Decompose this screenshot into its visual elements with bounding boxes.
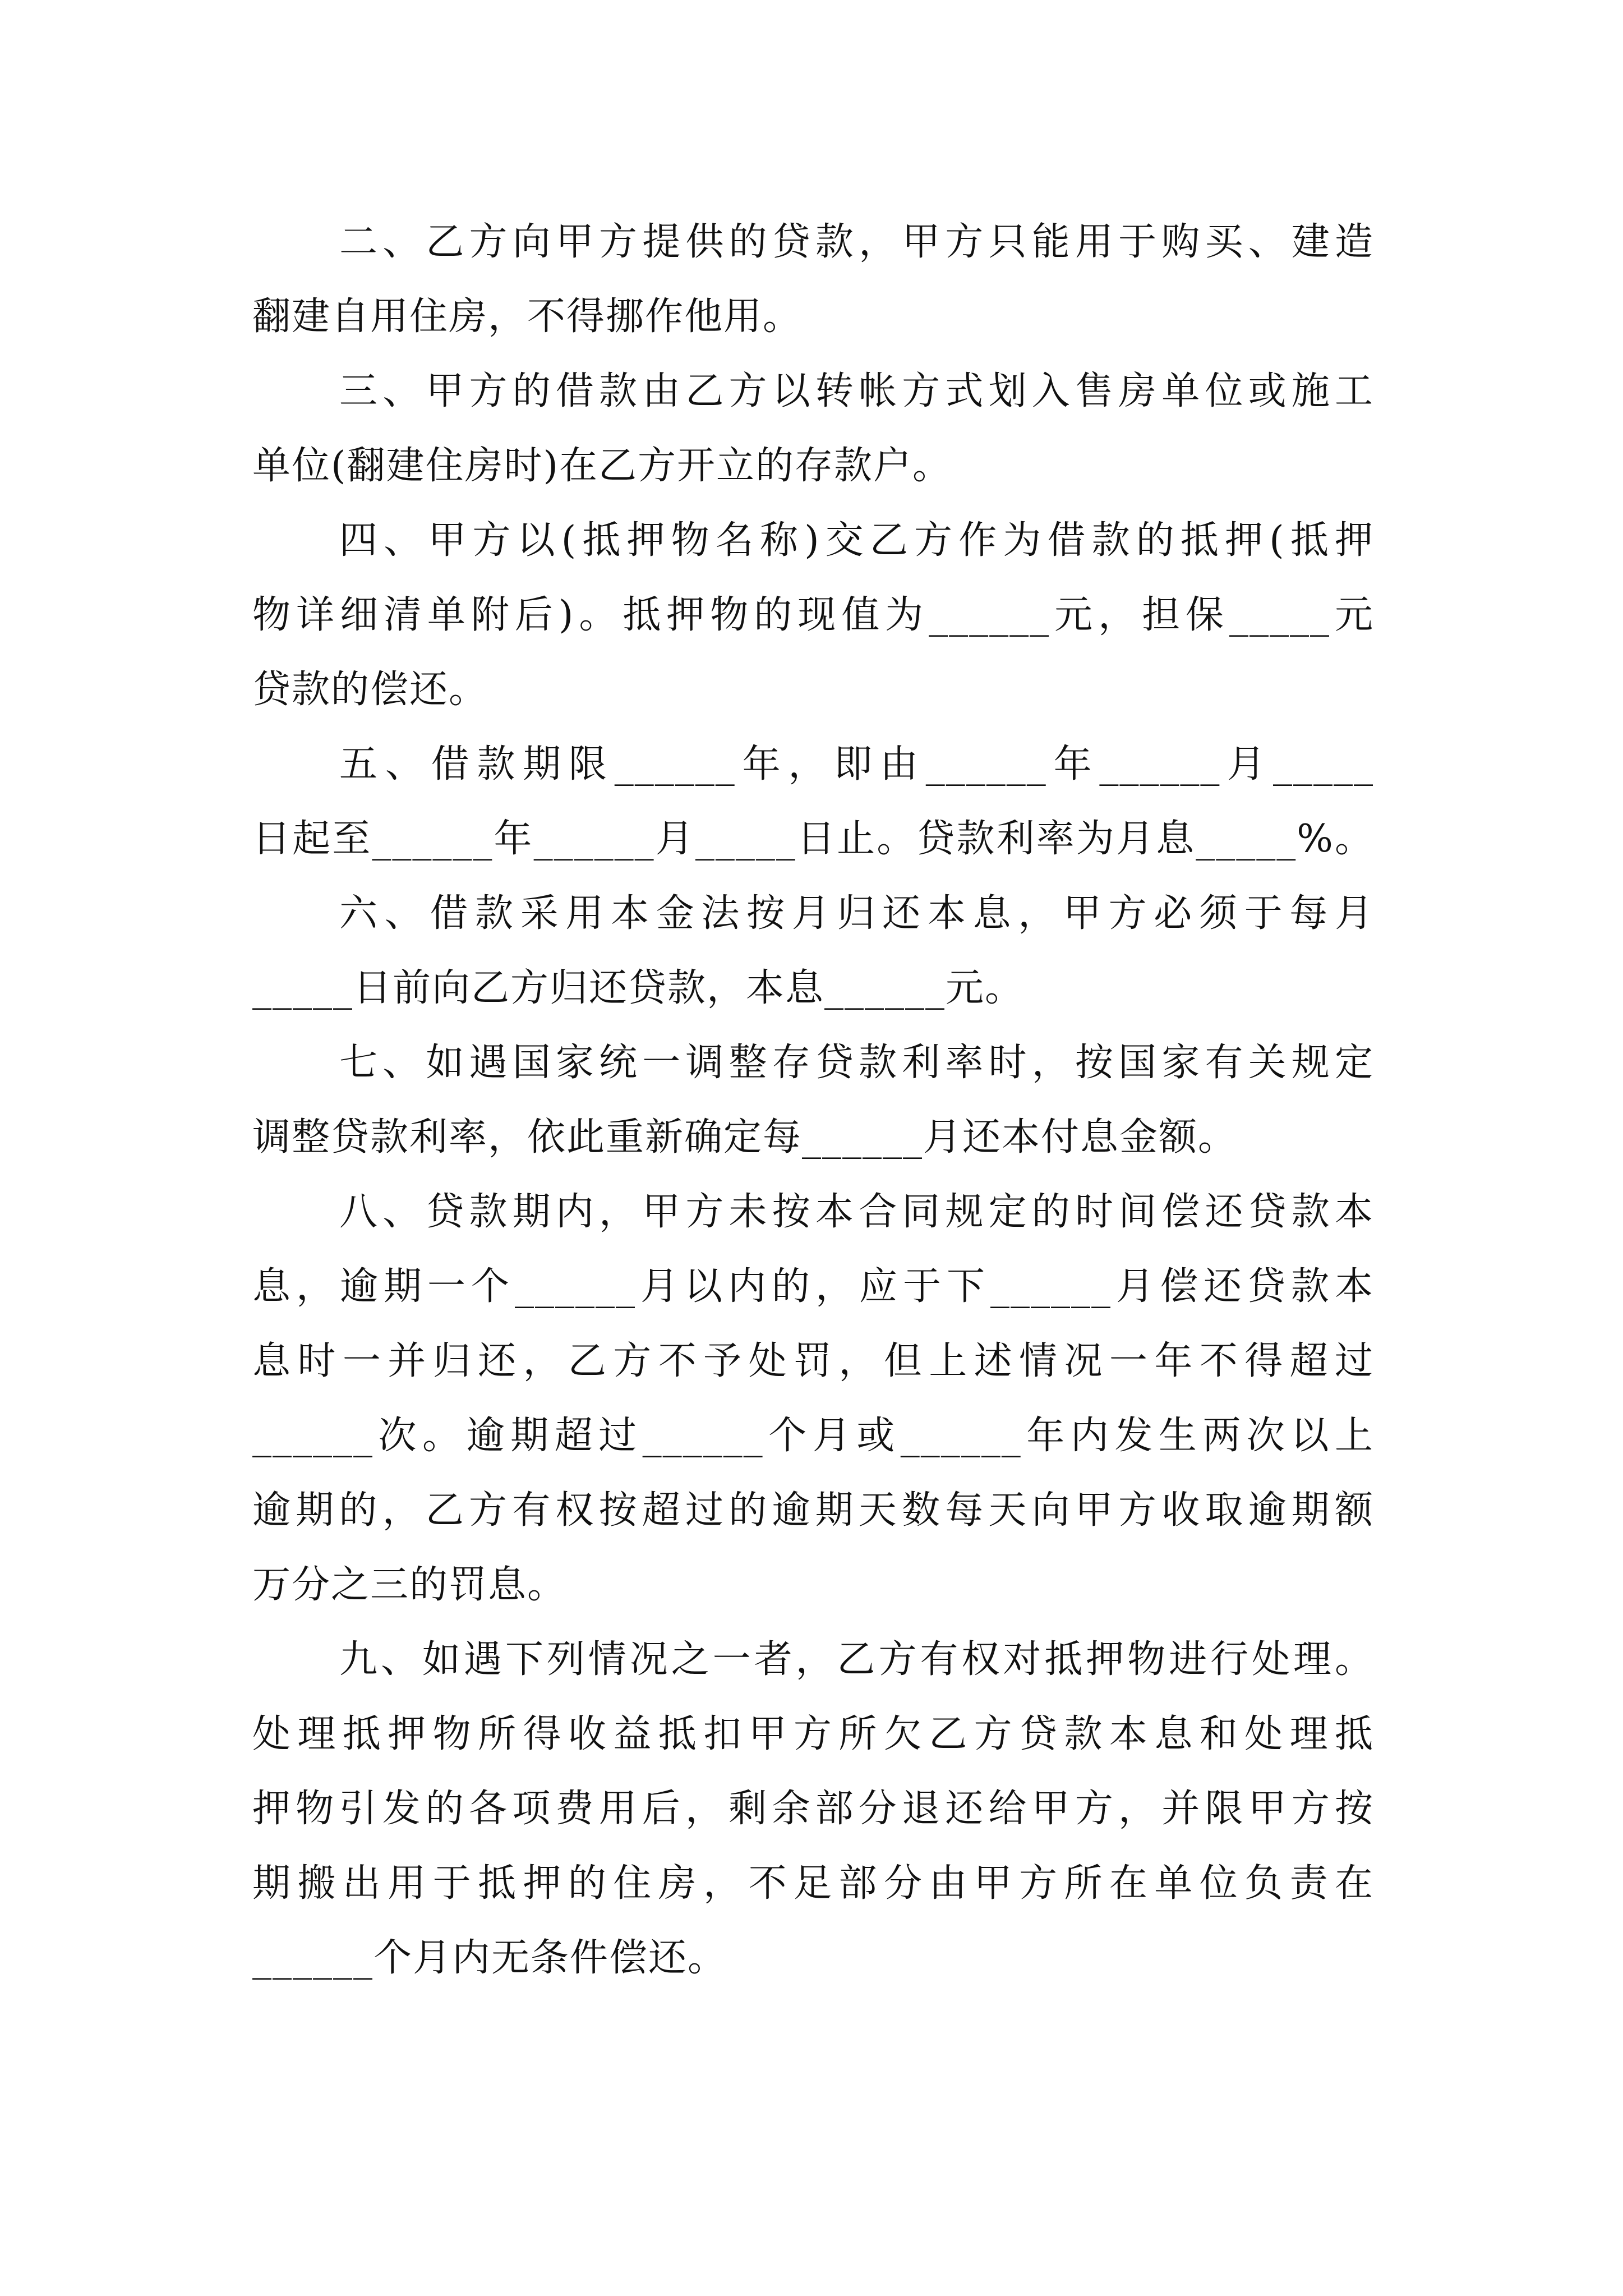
clause-5-line-2: 日起至______年______月_____日止。贷款利率为月息_____%。	[252, 817, 1374, 861]
clause-4-line-1: 四、甲方以(抵押物名称)交乙方作为借款的抵押(抵押	[339, 518, 1374, 563]
clause-5-line-1: 五、借款期限______年，即由______年______月_____	[339, 742, 1374, 786]
clause-4-line-3: 贷款的偿还。	[252, 668, 488, 712]
clause-3-line-1: 三、甲方的借款由乙方以转帐方式划入售房单位或施工	[339, 369, 1374, 413]
clause-6-line-2: _____日前向乙方归还贷款，本息______元。	[252, 966, 1025, 1010]
clause-8-line-1: 八、贷款期内，甲方未按本合同规定的时间偿还贷款本	[339, 1190, 1374, 1234]
clause-7-line-2: 调整贷款利率，依此重新确定每______月还本付息金额。	[252, 1115, 1238, 1159]
clause-2-line-1: 二、乙方向甲方提供的贷款，甲方只能用于购买、建造	[339, 220, 1374, 264]
clause-3-line-2: 单位(翻建住房时)在乙方开立的存款户。	[252, 444, 952, 488]
clause-9-line-3: 押物引发的各项费用后，剩余部分退还给甲方，并限甲方按	[252, 1787, 1374, 1831]
clause-8-line-3: 息时一并归还，乙方不予处罚，但上述情况一年不得超过	[252, 1339, 1374, 1383]
clause-7-line-1: 七、如遇国家统一调整存贷款利率时，按国家有关规定	[339, 1041, 1374, 1085]
clause-2-line-2: 翻建自用住房，不得挪作他用。	[252, 295, 803, 339]
clause-8-line-6: 万分之三的罚息。	[252, 1563, 567, 1607]
clause-8-line-2: 息，逾期一个______月以内的，应于下______月偿还贷款本	[252, 1264, 1374, 1309]
clause-9-line-5: ______个月内无条件偿还。	[252, 1936, 727, 1980]
clause-9-line-1: 九、如遇下列情况之一者，乙方有权对抵押物进行处理。	[339, 1637, 1374, 1682]
clause-8-line-5: 逾期的，乙方有权按超过的逾期天数每天向甲方收取逾期额	[252, 1488, 1374, 1533]
clause-9-line-4: 期搬出用于抵押的住房，不足部分由甲方所在单位负责在	[252, 1861, 1374, 1906]
clause-4-line-2: 物详细清单附后)。抵押物的现值为______元，担保_____元	[252, 593, 1374, 637]
clause-9-line-2: 处理抵押物所得收益抵扣甲方所欠乙方贷款本息和处理抵	[252, 1712, 1374, 1756]
clause-6-line-1: 六、借款采用本金法按月归还本息，甲方必须于每月	[339, 891, 1374, 936]
clause-8-line-4: ______次。逾期超过______个月或______年内发生两次以上	[252, 1414, 1374, 1458]
